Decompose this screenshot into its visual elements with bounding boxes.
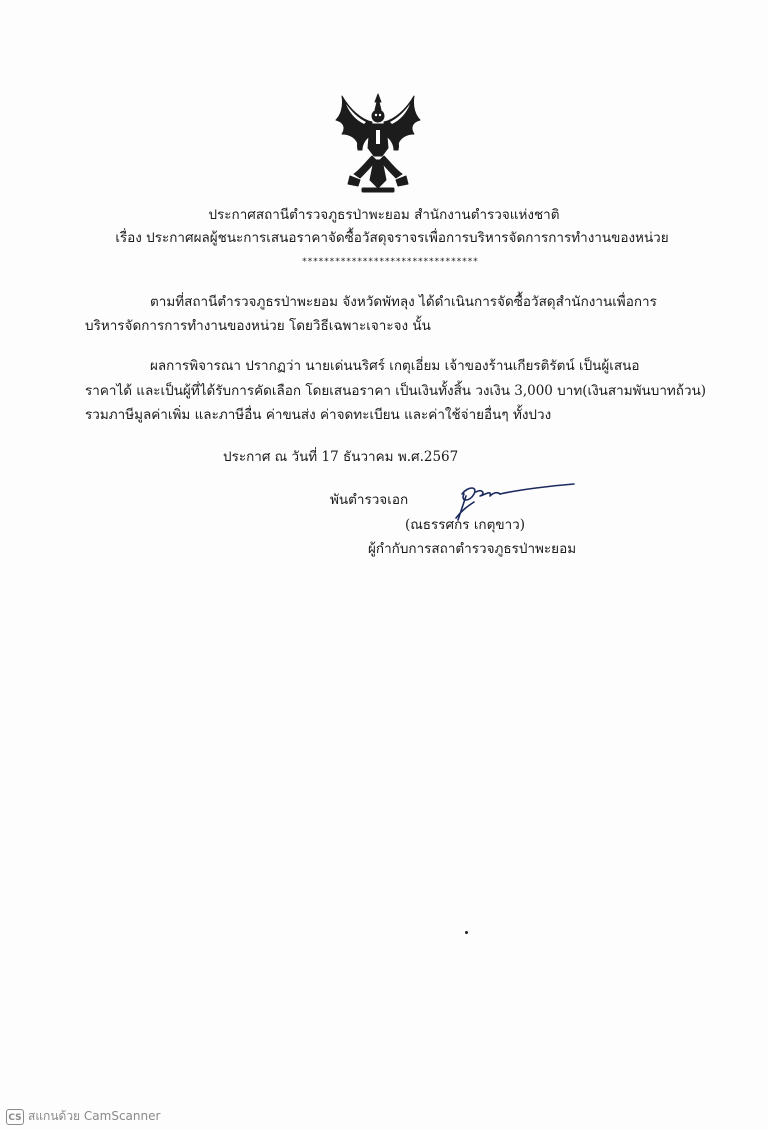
- announcement-title: ประกาศสถานีตำรวจภูธรป่าพะยอม สำนักงานตำรวจแห่งชาติ: [208, 207, 560, 223]
- signatory-name: (ณธรรศกร เกตุขาว): [405, 517, 526, 533]
- paragraph-2-line-2: ราคาได้ และเป็นผู้ที่ได้รับการคัดเลือก โดยเสนอราคา เป็นเงินทั้งสิ้น วงเงิน 3,000 บาท(เงินสามพันบาทถ้วน): [85, 383, 707, 399]
- announcement-date: ประกาศ ณ วันที่ 17 ธันวาคม พ.ศ.2567: [223, 449, 459, 465]
- garuda-emblem-icon: [332, 90, 424, 198]
- paragraph-1-line-1: ตามที่สถานีตำรวจภูธรป่าพะยอม จังหวัดพัทลุง ได้ดำเนินการจัดซื้อวัสดุสำนักงานเพื่อการ: [150, 294, 657, 310]
- camscanner-logo-icon: CS: [6, 1109, 24, 1125]
- separator-line: ********************************: [301, 257, 479, 267]
- paragraph-2-line-1: ผลการพิจารณา ปรากฏว่า นายเด่นนริศร์ เกตุเอี่ยม เจ้าของร้านเกียรติรัตน์ เป็นผู้เสนอ: [150, 358, 640, 374]
- camscanner-text: สแกนด้วย CamScanner: [28, 1109, 161, 1123]
- announcement-subject: เรื่อง ประกาศผลผู้ชนะการเสนอราคาจัดซื้อวัสดุจราจรเพื่อการบริหารจัดการการทำงานของหน่วย: [115, 230, 669, 246]
- camscanner-watermark: [6, 1107, 160, 1126]
- paragraph-2-line-3: รวมภาษีมูลค่าเพิ่ม และภาษีอื่น ค่าขนส่ง ค่าจดทะเบียน และค่าใช้จ่ายอื่นๆ ทั้งปวง: [85, 407, 552, 423]
- signatory-position: ผู้กำกับการสถาตำรวจภูธรป่าพะยอม: [368, 541, 577, 557]
- stray-ink-dot: [465, 931, 468, 934]
- signatory-rank: พันตำรวจเอก: [330, 492, 409, 508]
- paragraph-1-line-2: บริหารจัดการการทำงานของหน่วย โดยวิธีเฉพาะเจาะจง นั้น: [85, 318, 431, 334]
